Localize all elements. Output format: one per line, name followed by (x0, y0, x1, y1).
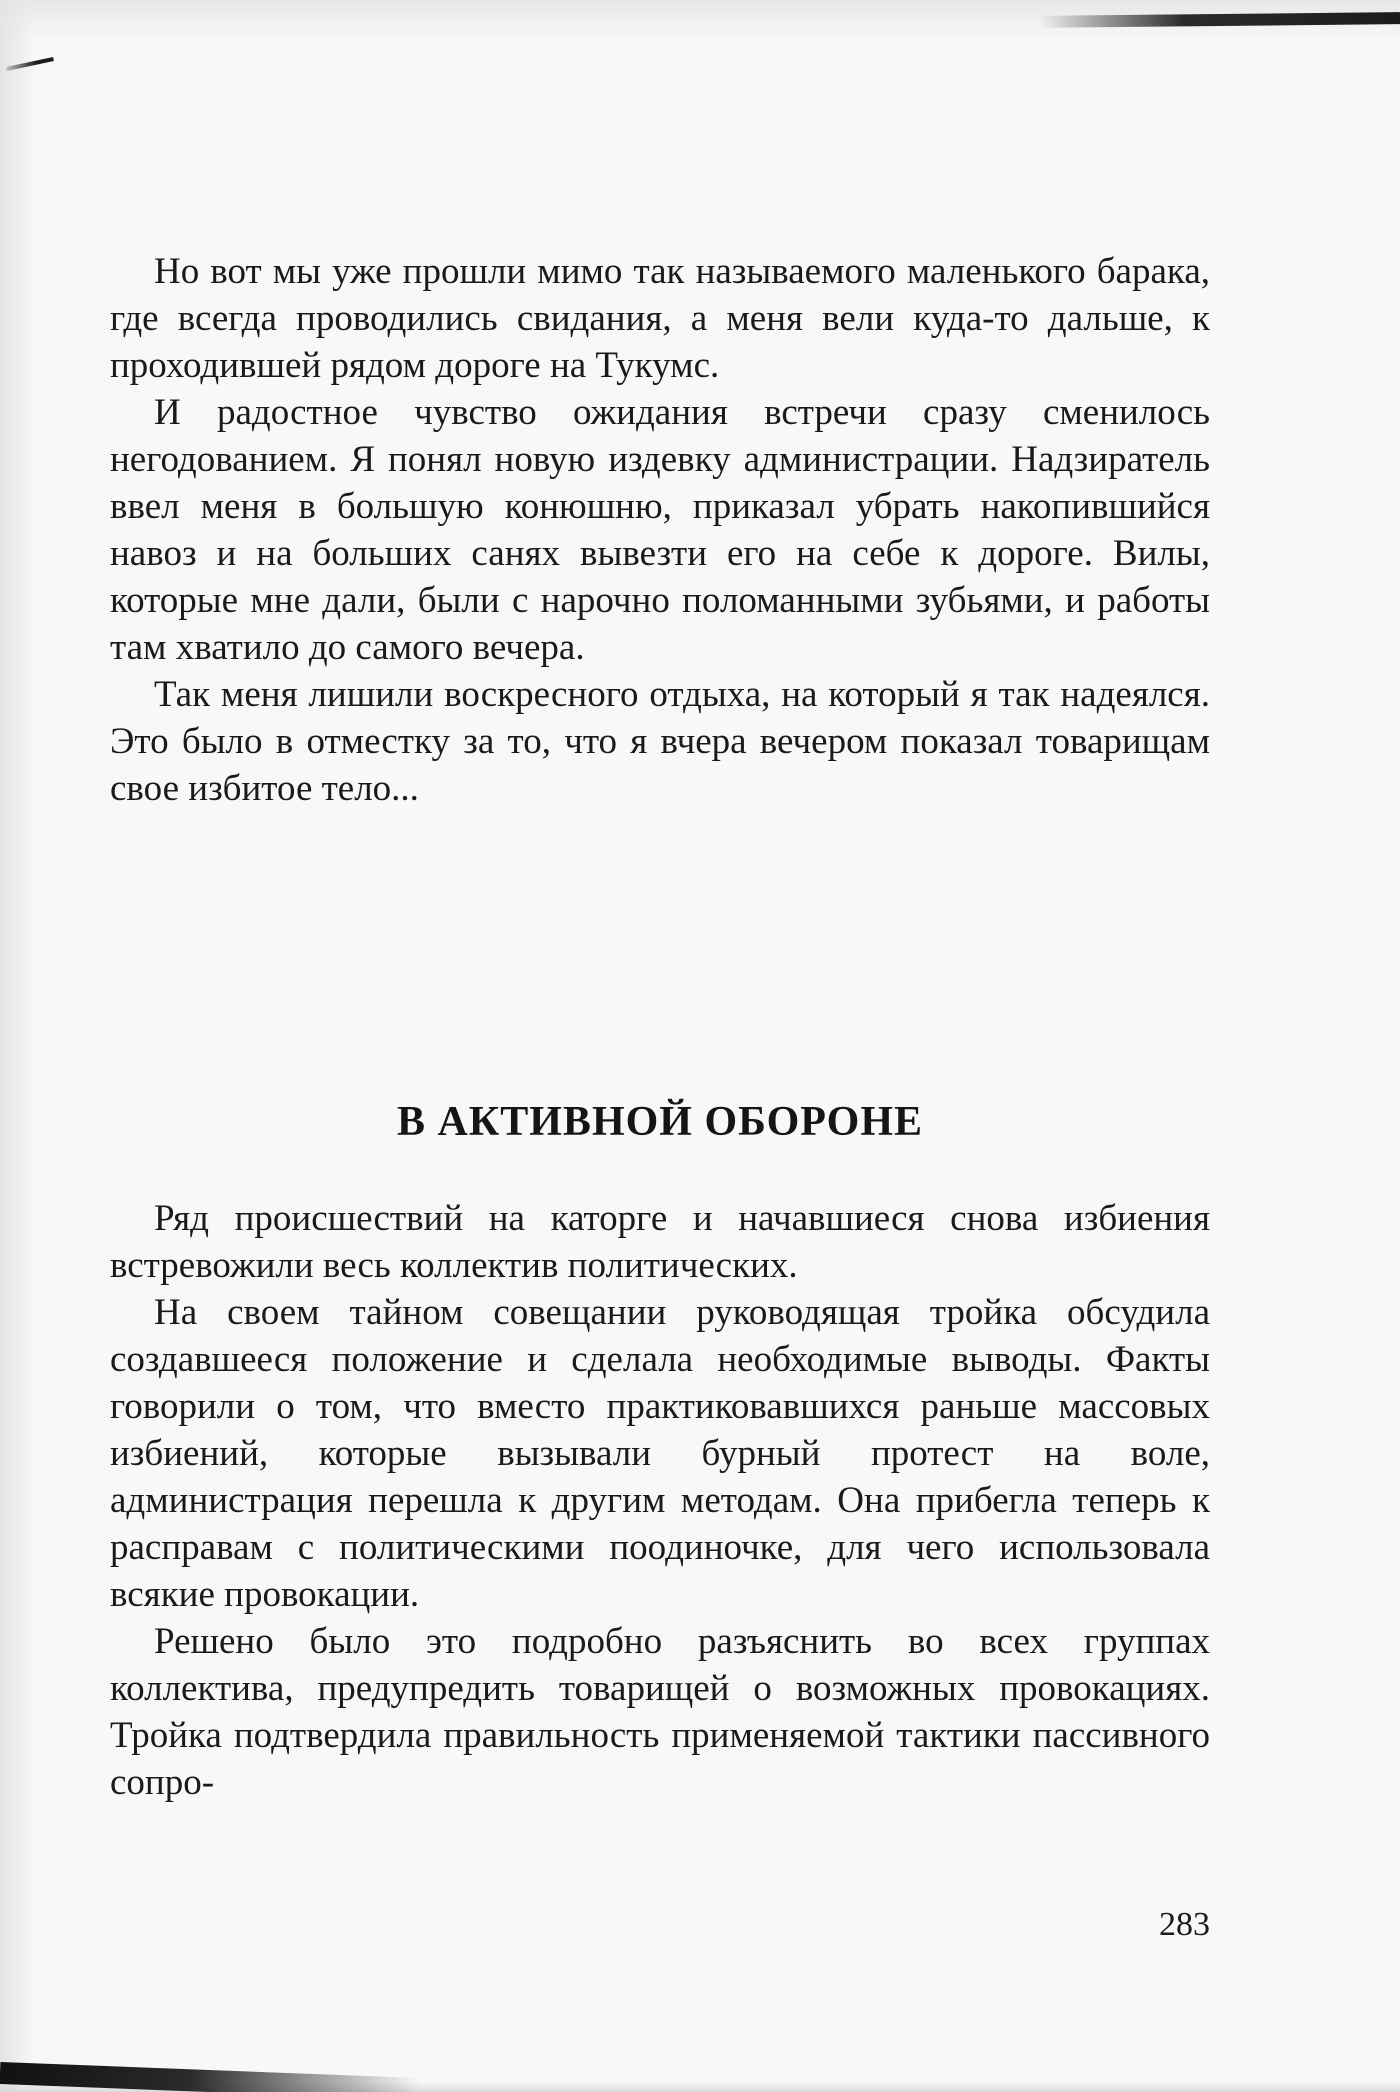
scan-left-shadow (0, 0, 36, 2092)
paragraph-3: Так меня лишили воскресного отдыха, на который я так надеялся. Это было в отместку за то, что я вчера вечером показал товарищам свое избитое тело... (110, 674, 1210, 809)
text-block-after-heading (110, 1195, 1210, 1806)
page-number: 283 (1159, 1906, 1210, 1943)
paragraph-4: Ряд происшествий на каторге и начавшиеся снова избиения встревожили весь коллектив политических. (110, 1198, 1210, 1286)
paragraph-2: И радостное чувство ожидания встречи сразу сменилось негодованием. Я понял новую издевку администрации. Надзиратель ввел меня в большую конюшню, приказал убрать накопившийся навоз и на больших санях вывезти его на себе к дороге. Вилы, которые мне дали, были с нарочно поломанными зубьями, и работы там хватило до самого вечера. (110, 392, 1210, 668)
paragraph-6: Решено было это подробно разъяснить во всех группах коллектива, предупредить товарищей о возможных провокациях. Тройка подтвердила правильность применяемой тактики пассивного сопро- (110, 1621, 1210, 1803)
chapter-heading: В АКТИВНОЙ ОБОРОНЕ (396, 1099, 924, 1145)
paragraph-1: Но вот мы уже прошли мимо так называемого маленького барака, где всегда проводились свидания, а меня вели куда-то дальше, к проходившей рядом дороге на Тукумс. (110, 251, 1210, 386)
paragraph-5: На своем тайном совещании руководящая тройка обсудила создавшееся положение и сделала необходимые выводы. Факты говорили о том, что вместо практиковавшихся раньше массовых избиений, которые вызывали бурный протест на воле, администрация перешла к другим методам. Она прибегла теперь к расправам с политическими поодиночке, для чего использовала всякие провокации. (110, 1292, 1210, 1615)
text-block-before-heading (110, 248, 1210, 812)
